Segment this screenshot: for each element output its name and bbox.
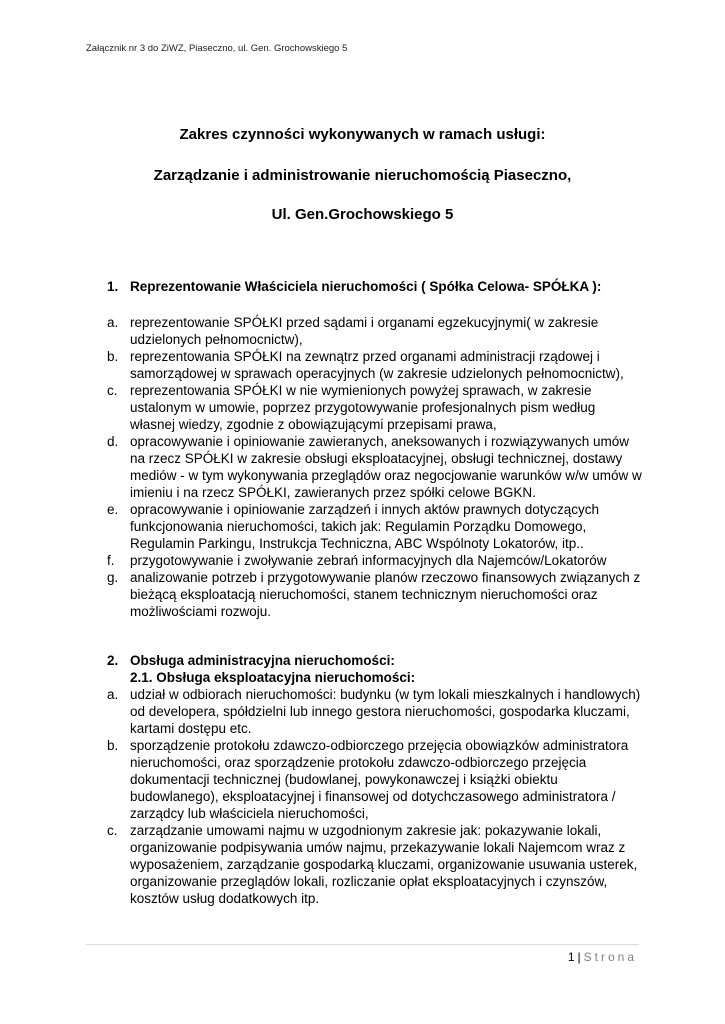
list-item-text: sporządzenie protokołu zdawczo-odbiorczego przejęcia obowiązków administratora nieruchomości, oraz sporządzenie protokołu zdawczo-odbiorczego przejęcia dokumentacji technicznej (budowlanej, powykonawczej i książki obiektu budowlanego), eksploatacyjnej i finansowej od dotychczasowego administratora / zarządcy lub właściciela nieruchomości, (130, 738, 629, 821)
list-item-text: udział w odbiorach nieruchomości: budynku (w tym lokali mieszkalnych i handlowych) od developera, spółdzielni lub innego gestora nieruchomości, gospodarka kluczami, kartami dostępu etc. (130, 687, 641, 736)
footer-divider (86, 944, 639, 945)
list-item-text: opracowywanie i opiniowanie zawieranych, aneksowanych i rozwiązywanych umów na rzecz SPÓŁKI w zakresie obsługi eksploatacyjnej, obsługi technicznej, dostawy mediów - w tym wykonywania przeglądów oraz negocjowanie warunków w/w umów w imieniu i na rzecz SPÓŁKI, zawieranych przez spółki celowe BGKN. (130, 434, 642, 500)
list-item-text: zarządzanie umowami najmu w uzgodnionym zakresie jak: pokazywanie lokali, organizowanie podpisywania umów najmu, przekazywanie lokali Najemcom wraz z wyposażeniem, zarządzanie gospodarką kluczami, organizowanie usuwania usterek, organizowanie przeglądów lokali, rozliczanie opłat eksploatacyjnych i czynszów, kosztów usług dodatkowych itp. (130, 823, 638, 906)
list-item-text: opracowywanie i opiniowanie zarządzeń i innych aktów prawnych dotyczących funkcjonowania nieruchomości, takich jak: Regulamin Porządku Domowego, Regulamin Parkingu, Instrukcja Techniczna, ABC Wspólnoty Lokatorów, itp.. (130, 502, 599, 551)
list-item (107, 314, 643, 348)
list-item-text: przygotowywanie i zwoływanie zebrań informacyjnych dla Najemców/Lokatorów (130, 553, 607, 568)
page-label: Strona (583, 950, 637, 964)
section-1-heading (107, 278, 601, 295)
document-title-line-3: Ul. Gen.Grochowskiego 5 (271, 206, 454, 223)
section-2-list (107, 686, 643, 907)
list-marker: d. (107, 434, 119, 449)
list-item-text: reprezentowanie SPÓŁKI przed sądami i organami egzekucyjnymi( w zakresie udzielonych pełnomocnictw), (130, 315, 599, 347)
list-item (107, 501, 643, 552)
list-item (107, 686, 643, 737)
list-item-text: analizowanie potrzeb i przygotowywanie planów rzeczowo finansowych związanych z bieżącą eksploatacją nieruchomości, stanem technicznym nieruchomości oraz możliwościami rozwoju. (130, 570, 641, 619)
section-1-number: 1. (107, 279, 119, 294)
page-footer (568, 950, 637, 964)
list-marker: f. (107, 553, 115, 568)
document-title-line-2: Zarządzanie i administrowanie nieruchomością Piaseczno, (153, 167, 572, 184)
list-marker: e. (107, 502, 119, 517)
list-marker: b. (107, 738, 119, 753)
list-item-text: reprezentowania SPÓŁKI na zewnątrz przed organami administracji rządowej i samorządowej w sprawach operacyjnych (w zakresie udzielonych pełnomocnictw), (130, 349, 624, 381)
list-marker: a. (107, 687, 119, 702)
list-marker: c. (107, 383, 118, 398)
page-header: Załącznik nr 3 do ZiWZ, Piaseczno, ul. Gen. Grochowskiego 5 (86, 43, 348, 54)
list-item (107, 382, 643, 433)
section-2-number: 2. (107, 653, 119, 668)
section-2-title: Obsługa administracyjna nieruchomości: (130, 653, 395, 668)
list-marker: b. (107, 349, 119, 364)
list-item (107, 822, 643, 907)
list-item (107, 433, 643, 501)
list-item (107, 737, 643, 822)
list-item-text: reprezentowania SPÓŁKI w nie wymienionych powyżej sprawach, w zakresie ustalonym w umowie, poprzez przygotowywanie profesjonalnych pism według własnej wiedzy, zgodnie z obowiązującymi przepisami prawa, (130, 383, 596, 432)
section-1-list (107, 314, 643, 620)
subsection-2-1-heading: 2.1. Obsługa eksploatacyjna nieruchomości: (130, 670, 416, 685)
section-2-heading (107, 652, 395, 669)
document-title-line-1: Zakres czynności wykonywanych w ramach usługi: (179, 126, 546, 143)
list-marker: g. (107, 570, 119, 585)
page-number: 1 (567, 950, 575, 964)
list-marker: a. (107, 315, 119, 330)
section-1-title: Reprezentowanie Właściciela nieruchomości ( Spółka Celowa- SPÓŁKA ): (130, 279, 602, 294)
list-item (107, 348, 643, 382)
list-marker: c. (107, 823, 118, 838)
list-item (107, 552, 643, 569)
list-item (107, 569, 643, 620)
footer-separator: | (577, 950, 581, 964)
